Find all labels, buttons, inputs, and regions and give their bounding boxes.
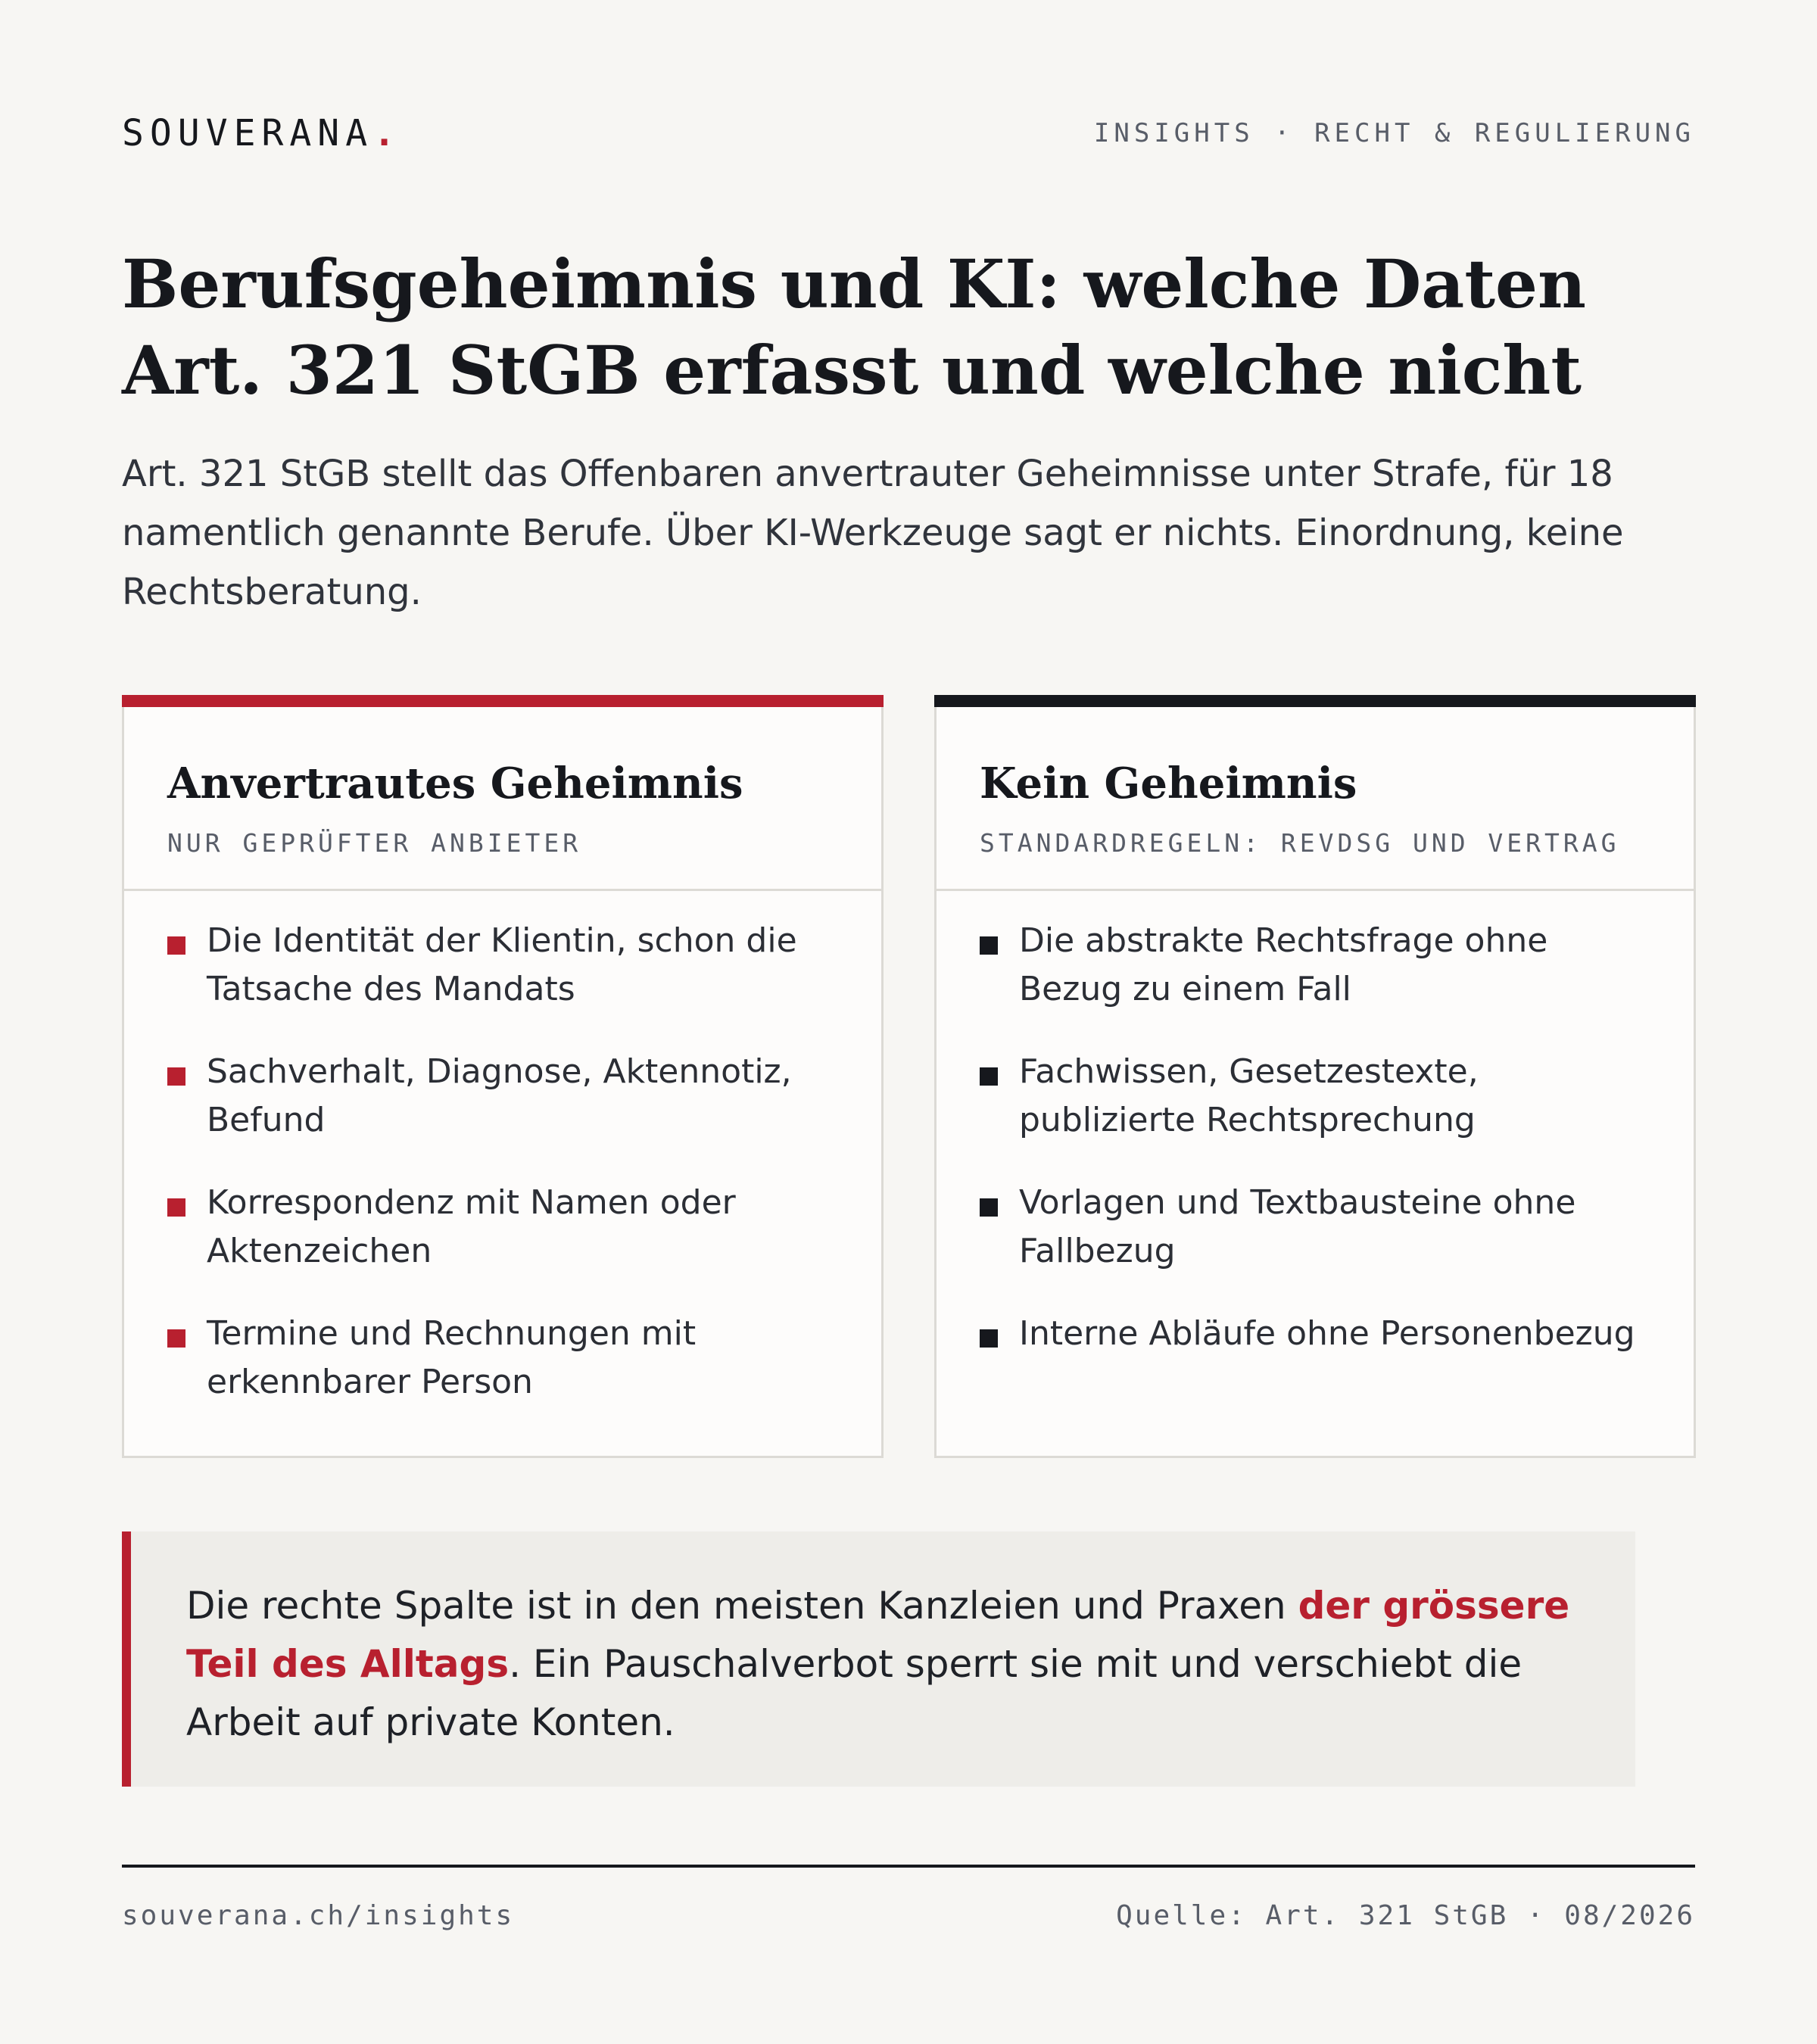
brand-name: SOUVERANA [122,112,374,154]
callout-text [186,1577,1594,1752]
card-list [124,917,881,1441]
square-bullet-icon [167,936,185,955]
callout-box [122,1531,1635,1787]
square-bullet-icon [980,936,998,955]
square-bullet-icon [167,1329,185,1348]
list-item-text: Korrespondenz mit Namen oder Aktenzeichen [207,1183,736,1270]
square-bullet-icon [167,1198,185,1217]
list-item [124,1048,881,1179]
footer [122,1900,1695,1931]
list-item-text: Vorlagen und Textbausteine ohne Fallbezug [1019,1183,1576,1270]
card-anvertrautes-geheimnis [122,695,884,1458]
list-item-text: Die abstrakte Rechtsfrage ohne Bezug zu einem Fall [1019,921,1548,1008]
square-bullet-icon [167,1067,185,1086]
list-item-text: Fachwissen, Gesetzestexte, publizierte Rechtsprechung [1019,1052,1479,1139]
list-item [937,1048,1694,1179]
callout-text-after: . Ein Pauschalverbot sperrt sie mit und verschiebt die Arbeit auf private Konten. [186,1642,1522,1744]
square-bullet-icon [980,1067,998,1086]
callout-text-before: Die rechte Spalte ist in den meisten Kanzleien und Praxen [186,1584,1298,1628]
list-item [937,1179,1694,1310]
card-subtitle: STANDARDREGELN: REVDSG UND VERTRAG [980,828,1620,858]
page-title: Berufsgeheimnis und KI: welche Daten Art. 321 StGB erfasst und welche nicht [122,245,1586,410]
card-header [124,707,881,891]
footer-url-link[interactable]: souverana.ch/insights [122,1900,515,1931]
brand-dot: . [373,112,401,154]
list-item-text: Die Identität der Klientin, schon die Tatsache des Mandats [207,921,797,1008]
callout-highlight: der grössere Teil des Alltags [186,1584,1570,1686]
list-item [937,917,1694,1048]
list-item [937,1310,1694,1441]
list-item [124,1179,881,1310]
card-title: Kein Geheimnis [980,759,1357,809]
card-accent-bar [934,695,1696,707]
section-label: INSIGHTS · RECHT & REGULIERUNG [1093,118,1695,148]
list-item [124,1310,881,1441]
square-bullet-icon [980,1198,998,1217]
brand-logo[interactable] [122,112,401,154]
card-list [937,917,1694,1441]
footer-divider [122,1865,1695,1868]
card-accent-bar [122,695,884,707]
card-header [937,707,1694,891]
footer-source: Quelle: Art. 321 StGB · 08/2026 [1116,1900,1695,1931]
list-item-text: Interne Abläufe ohne Personenbezug [1019,1314,1635,1353]
square-bullet-icon [980,1329,998,1348]
header [122,112,1695,154]
lead-paragraph: Art. 321 StGB stellt das Offenbaren anvertrauter Geheimnisse unter Strafe, für 18 namentlich genannte Berufe. Über KI-Werkzeuge sagt er nichts. Einordnung, keine Rechtsberatung. [122,453,1624,613]
card-title: Anvertrautes Geheimnis [167,759,743,809]
card-kein-geheimnis [934,695,1696,1458]
list-item-text: Termine und Rechnungen mit erkennbarer Person [207,1314,697,1401]
list-item-text: Sachverhalt, Diagnose, Aktennotiz, Befund [207,1052,792,1139]
card-subtitle: NUR GEPRÜFTER ANBIETER [167,828,582,858]
list-item [124,917,881,1048]
